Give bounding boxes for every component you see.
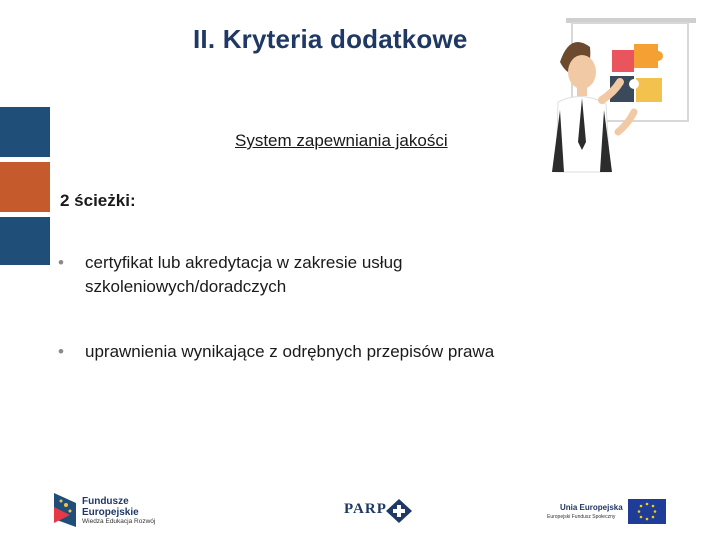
fe-line1: Fundusze [82, 496, 129, 507]
eu-logo-title: Unia Europejska [560, 503, 623, 512]
fe-logo-text [82, 496, 139, 518]
fundusze-europejskie-logo [52, 493, 78, 527]
decor-bar-bottom [0, 217, 50, 265]
slide-title: II. Kryteria dodatkowe [193, 24, 468, 54]
bullet-item [58, 340, 618, 364]
person-puzzle-illustration [530, 12, 700, 177]
bullet-dot: • [58, 342, 64, 361]
bullet-dot: • [58, 253, 64, 272]
parp-logo-mark [386, 499, 412, 523]
slide-subtitle: System zapewniania jakości [235, 131, 448, 150]
bullet-text: uprawnienia wynikające z odrębnych przepisów prawa [85, 342, 495, 361]
fe-line2: Europejskie [82, 507, 139, 518]
decor-bar-middle [0, 162, 50, 212]
decor-bar-top [0, 107, 50, 157]
fe-logo-subtext: Wiedza Edukacja Rozwój [82, 518, 156, 525]
eu-flag-icon [628, 499, 666, 524]
eu-logo-subtitle: Europejski Fundusz Społeczny [547, 514, 616, 520]
paths-heading: 2 ścieżki: [60, 191, 136, 210]
bullet-text: certyfikat lub akredytacja w zakresie usług szkoleniowych/doradczych [85, 253, 403, 296]
bullet-item [58, 251, 498, 299]
parp-logo-text: PARP [344, 501, 387, 517]
